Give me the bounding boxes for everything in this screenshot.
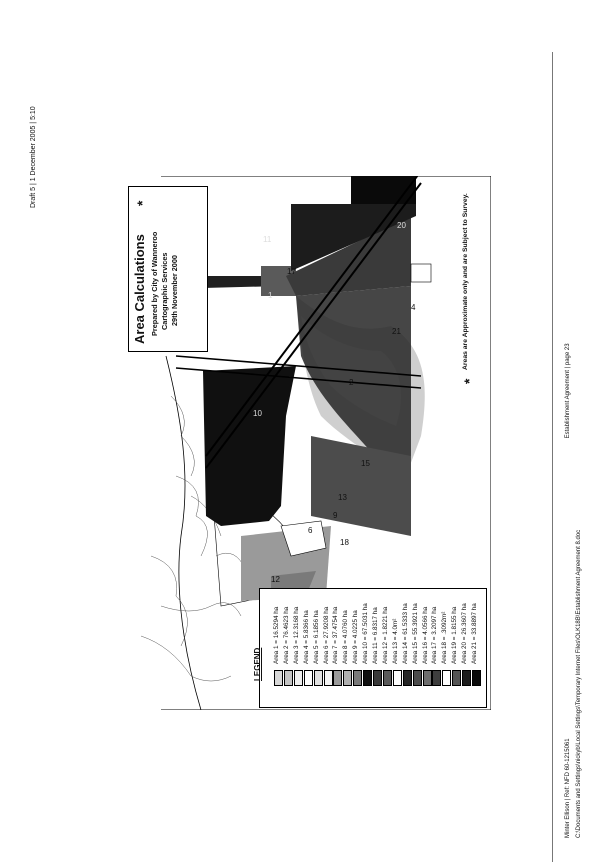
survey-note: Areas are Approximate only and are Subject to Survey. [462,193,469,370]
legend-swatch [472,670,481,686]
legend-label: Area 14 = 61.5333 ha [401,603,409,664]
legend-label: Area 3 = 12.3168 ha [292,606,300,664]
legend-swatch [314,670,323,686]
legend-swatch [432,670,441,686]
area-label: 4 [411,303,416,312]
map-title: Area Calculations [132,234,147,344]
legend-swatch [333,670,342,686]
legend-label: Area 10 = 67.5031 ha [362,603,370,664]
area-label: 12 [271,575,280,584]
area-label: 1 [268,291,273,300]
legend-swatch [452,670,461,686]
area-label: 13 [338,493,347,502]
map-subtitle-1: Prepared by City of Wanneroo [150,231,159,336]
map-subtitle-2: Cartographic Services [160,252,169,330]
area-label: 15 [361,459,370,468]
note-asterisk: * [461,378,477,384]
legend-label: Area 1 = 16.5294 ha [273,606,280,664]
legend-label: Area 9 = 4.0225 ha [352,610,360,664]
legend-swatch [462,670,471,686]
legend-label: Area 20 = 26.3607 ha [461,603,469,664]
area-label: 10 [253,409,262,418]
legend-label: Area 21 = 33.8897 ha [471,603,478,664]
legend-label: Area 8 = 4.0760 ha [342,610,350,664]
legend-label: Area 4 = 5.8366 ha [302,610,310,664]
legend-swatch [423,670,432,686]
footer-path: C:\Documents and Settings\nickyb\Local Settings\Temporary Internet Files\OLK18B\Establishment Agreement 8.doc [576,529,582,838]
area-label: 5 [288,370,293,379]
legend-swatch [353,670,362,686]
legend-label: Area 18 = .3092m² [441,611,449,664]
legend-label: Area 6 = 27.9208 ha [322,606,330,664]
legend-swatch [343,670,352,686]
footer-reference [565,343,571,838]
legend-swatch [403,670,412,686]
title-asterisk: * [134,200,150,206]
legend-swatch [413,670,422,686]
legend-label: Area 19 = 1.8155 ha [451,606,459,664]
legend-label: Area 11 = 6.8317 ha [372,607,379,664]
area-label: 21 [392,327,401,336]
legend-label: Area 17 = 3.2097 ha [431,606,439,664]
area-label: 11 [263,235,272,244]
legend-swatch [294,670,303,686]
map-subtitle-3: 29th November 2000 [170,255,179,326]
footer-right: Establishment Agreement | page 23 [565,343,571,439]
legend-swatch [383,670,392,686]
legend-swatch [373,670,382,686]
legend-title: LEGEND [253,647,262,681]
legend-label: Area 12 = 1.8221 ha [381,606,389,664]
legend-swatch [442,670,451,686]
legend-label: Area 7 = 37.4754 ha [332,606,340,664]
legend-label: Area 5 = 6.1856 ha [312,610,320,664]
area-label: 16 [259,487,268,496]
legend-label: Area 16 = 4.0566 ha [421,606,429,664]
area-label: 17 [287,267,296,276]
legend-swatch [284,670,293,686]
area-label: 2 [349,378,354,387]
footer-left: Minter Ellison | Ref: NFD 60-1215061 [565,738,571,838]
area-label: 6 [308,526,313,535]
legend-label: Area 2 = 76.4623 ha [282,606,290,664]
legend-label: Area 13 = 4.0m² [391,618,399,664]
legend-label: Area 15 = 55.3921 ha [411,603,419,664]
area-label: 20 [397,221,406,230]
legend-swatch [393,670,402,686]
legend-swatch [304,670,313,686]
legend-swatch [274,670,283,686]
footer-rule [552,52,553,862]
area-label: 9 [333,511,338,520]
legend-swatch [363,670,372,686]
area-label: 18 [340,538,349,547]
legend-swatch [324,670,333,686]
page-header: Draft 5 | 1 December 2005 | 5:10 [30,106,37,208]
